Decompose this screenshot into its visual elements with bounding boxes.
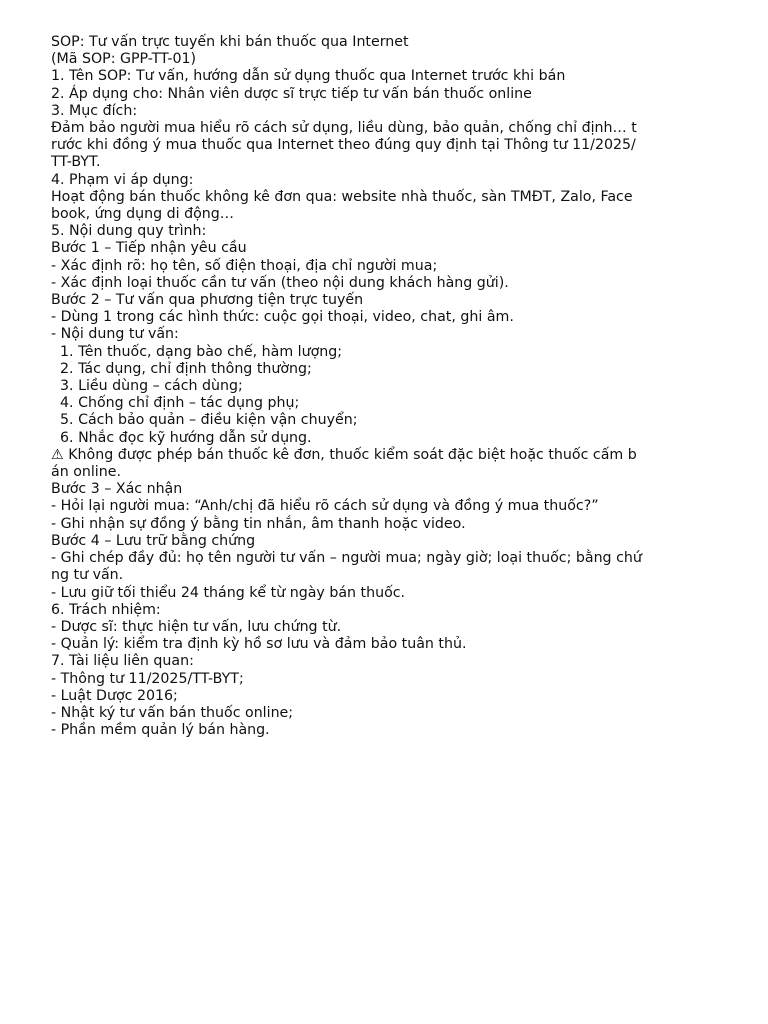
step-3-heading: Bước 3 – Xác nhận xyxy=(51,481,183,498)
list-item: - Nội dung tư vấn: xyxy=(51,326,179,343)
section-heading-procedure: 5. Nội dung quy trình: xyxy=(51,223,207,240)
document-body xyxy=(51,34,711,739)
list-item: - Lưu giữ tối thiểu 24 tháng kể từ ngày bán thuốc. xyxy=(51,584,406,601)
numbered-item: 1. Tên thuốc, dạng bào chế, hàm lượng; xyxy=(51,343,343,360)
purpose-text: rước khi đồng ý mua thuốc qua Internet theo đúng quy định tại Thông tư 11/2025/ xyxy=(51,137,636,154)
list-item: - Quản lý: kiểm tra định kỳ hồ sơ lưu và đảm bảo tuân thủ. xyxy=(51,636,467,653)
list-item: ng tư vấn. xyxy=(51,567,124,584)
numbered-item: 4. Chống chỉ định – tác dụng phụ; xyxy=(51,395,300,412)
numbered-item: 2. Tác dụng, chỉ định thông thường; xyxy=(51,360,312,377)
list-item: - Ghi nhận sự đồng ý bằng tin nhắn, âm thanh hoặc video. xyxy=(51,515,466,532)
warning-note: ⚠ Không được phép bán thuốc kê đơn, thuốc kiểm soát đặc biệt hoặc thuốc cấm b xyxy=(51,446,637,463)
section-heading-scope: 4. Phạm vi áp dụng: xyxy=(51,171,194,188)
list-item: - Dược sĩ: thực hiện tư vấn, lưu chứng từ. xyxy=(51,618,342,635)
step-1-heading: Bước 1 – Tiếp nhận yêu cầu xyxy=(51,240,247,257)
step-4-heading: Bước 4 – Lưu trữ bằng chứng xyxy=(51,532,256,549)
list-item: - Dùng 1 trong các hình thức: cuộc gọi thoại, video, chat, ghi âm. xyxy=(51,309,514,326)
list-item: - Hỏi lại người mua: “Anh/chị đã hiểu rõ cách sử dụng và đồng ý mua thuốc?” xyxy=(51,498,599,515)
numbered-item: 5. Cách bảo quản – điều kiện vận chuyển; xyxy=(51,412,358,429)
sop-name: 1. Tên SOP: Tư vấn, hướng dẫn sử dụng thuốc qua Internet trước khi bán xyxy=(51,68,566,85)
numbered-item: 6. Nhắc đọc kỹ hướng dẫn sử dụng. xyxy=(51,429,312,446)
list-item: - Phần mềm quản lý bán hàng. xyxy=(51,722,270,739)
list-item: - Thông tư 11/2025/TT-BYT; xyxy=(51,670,244,687)
list-item: - Xác định loại thuốc cần tư vấn (theo nội dung khách hàng gửi). xyxy=(51,274,509,291)
applies-to: 2. Áp dụng cho: Nhân viên dược sĩ trực tiếp tư vấn bán thuốc online xyxy=(51,85,532,102)
list-item: - Nhật ký tư vấn bán thuốc online; xyxy=(51,704,294,721)
doc-title: SOP: Tư vấn trực tuyến khi bán thuốc qua Internet xyxy=(51,34,409,50)
section-heading-responsibility: 6. Trách nhiệm: xyxy=(51,601,161,618)
step-2-heading: Bước 2 – Tư vấn qua phương tiện trực tuyến xyxy=(51,292,364,309)
list-item: - Ghi chép đầy đủ: họ tên người tư vấn – người mua; ngày giờ; loại thuốc; bằng chứ xyxy=(51,550,642,567)
warning-note: án online. xyxy=(51,464,121,481)
scope-text: Hoạt động bán thuốc không kê đơn qua: website nhà thuốc, sàn TMĐT, Zalo, Face xyxy=(51,188,633,205)
numbered-item: 3. Liều dùng – cách dùng; xyxy=(51,378,243,395)
purpose-text: TT-BYT. xyxy=(51,154,101,171)
doc-code: (Mã SOP: GPP-TT-01) xyxy=(51,51,197,68)
scope-text: book, ứng dụng di động… xyxy=(51,206,234,223)
purpose-text: Đảm bảo người mua hiểu rõ cách sử dụng, liều dùng, bảo quản, chống chỉ định… t xyxy=(51,120,637,137)
list-item: - Luật Dược 2016; xyxy=(51,687,178,704)
list-item: - Xác định rõ: họ tên, số điện thoại, địa chỉ người mua; xyxy=(51,257,438,274)
section-heading-references: 7. Tài liệu liên quan: xyxy=(51,653,194,670)
section-heading-purpose: 3. Mục đích: xyxy=(51,102,138,119)
